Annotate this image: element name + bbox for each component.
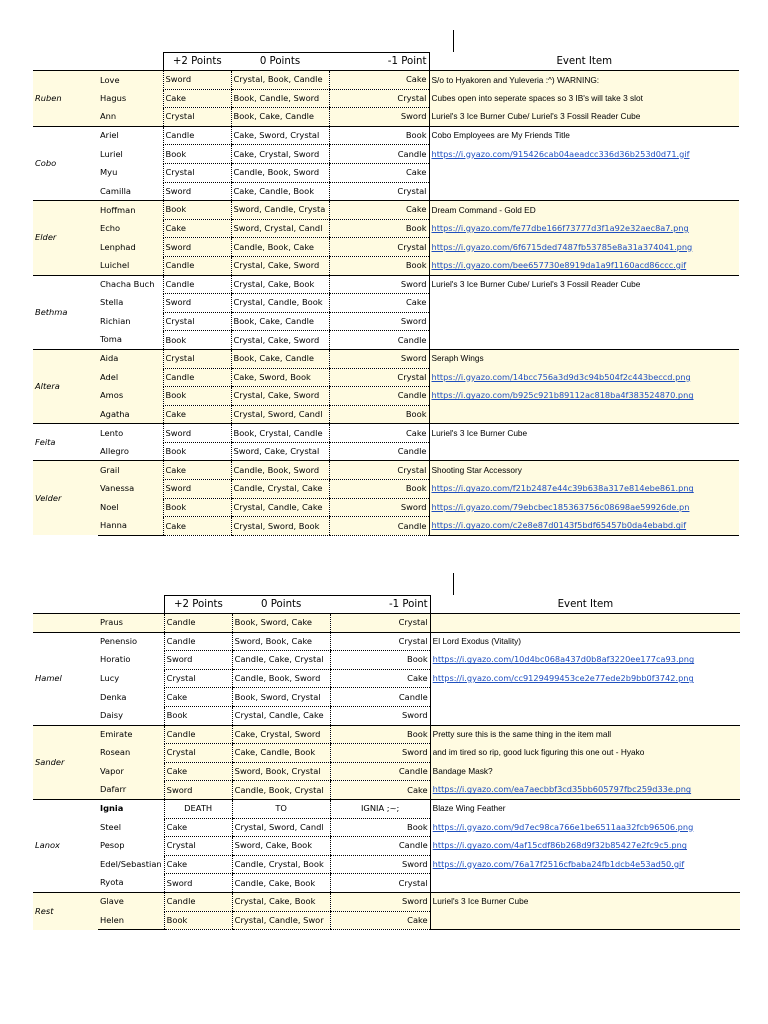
zero-cell: Book, Sword, Cake	[232, 614, 330, 633]
npc-name: Horatio	[100, 654, 131, 665]
table-row	[33, 818, 740, 837]
zero-cell: Crystal, Book, Candle	[231, 71, 329, 90]
zero-cell: Cake, Sword, Book	[231, 368, 329, 387]
npc-name: Praus	[98, 614, 164, 633]
minus-1-cell: Crystal	[330, 874, 430, 893]
npc-name: Luichel	[98, 256, 163, 275]
npc-name: Ann	[98, 108, 163, 127]
plus-2-cell: Cake	[164, 762, 232, 781]
npc-name: Grail	[98, 461, 163, 480]
table-row	[33, 614, 740, 633]
zero-cell: Sword, Book, Crystal	[232, 762, 330, 781]
table-row	[33, 855, 740, 874]
minus-1-cell: Sword	[330, 706, 430, 725]
plus-2-cell: Book	[163, 387, 231, 406]
region-name: Velder	[33, 461, 98, 535]
event-item-link[interactable]: https://i.gyazo.com/f21b2487e44c39b638a317e814ebe861.png	[429, 480, 739, 499]
event-item-link[interactable]: https://i.gyazo.com/c2e8e87d0143f5bdf65457b0da4ebabd.gif	[429, 517, 739, 536]
header-blank	[98, 53, 163, 71]
plus-2-cell: Crystal	[164, 837, 232, 856]
minus-1-cell: Crystal	[330, 614, 430, 633]
table-row	[33, 911, 740, 930]
minus-1-cell: Candle	[330, 762, 430, 781]
npc-name: Amos	[98, 387, 163, 406]
divider-line	[453, 573, 454, 595]
event-item-text: Shooting Star Accessory	[429, 461, 739, 480]
zero-cell: TO	[232, 799, 330, 818]
table-row	[33, 145, 739, 164]
table-row	[33, 669, 740, 688]
region-name: Cobo	[33, 126, 98, 200]
region-name	[33, 614, 98, 633]
event-item-link[interactable]: https://i.gyazo.com/10d4bc068a437d0b8af3220ee177ca93.png	[430, 651, 740, 670]
plus-2-cell: Sword	[163, 294, 231, 313]
plus-2-cell: Crystal	[164, 669, 232, 688]
npc-name: Hanna	[98, 517, 163, 536]
event-item-text	[430, 874, 740, 893]
minus-1-cell: Sword	[330, 855, 430, 874]
header-blank	[98, 596, 164, 614]
plus-2-cell: Sword	[163, 182, 231, 201]
event-item-text	[430, 614, 740, 633]
plus-2-cell: Cake	[163, 219, 231, 238]
plus-2-cell: Sword	[163, 71, 231, 90]
region-name: Hamel	[33, 632, 98, 725]
table-row	[33, 498, 739, 517]
plus-2-cell: Cake	[163, 517, 231, 536]
npc-name: Helen	[98, 911, 164, 930]
zero-cell: Crystal, Candle, Swor	[232, 911, 330, 930]
event-item-text	[430, 706, 740, 725]
plus-2-cell: Book	[164, 706, 232, 725]
zero-cell: Crystal, Cake, Book	[231, 275, 329, 294]
header-row	[33, 53, 739, 71]
event-item-text: and im tired so rip, good luck figuring this one out - Hyako	[430, 744, 740, 763]
table-row	[33, 126, 739, 145]
table-row	[33, 688, 740, 707]
table-row	[33, 874, 740, 893]
minus-1-cell: Crystal	[329, 238, 429, 257]
event-item-link[interactable]: https://i.gyazo.com/14bcc756a3d9d3c94b504f2c443beccd.png	[429, 368, 739, 387]
table-row	[33, 725, 740, 744]
plus-2-cell: Candle	[164, 892, 232, 911]
plus-2-cell: Crystal	[163, 349, 231, 368]
table-row	[33, 368, 739, 387]
minus-1-cell: Cake	[330, 669, 430, 688]
zero-cell: Book, Sword, Crystal	[232, 688, 330, 707]
npc-name: Pesop	[100, 840, 125, 851]
zero-cell: Crystal, Cake, Book	[232, 892, 330, 911]
table-row	[33, 256, 739, 275]
divider-line	[453, 30, 454, 52]
plus-2-cell: Cake	[164, 818, 232, 837]
npc-name: Agatha	[98, 405, 163, 424]
zero-cell: Crystal, Sword, Candl	[231, 405, 329, 424]
event-item-link[interactable]: https://i.gyazo.com/bee657730e8919da1a9f1160acd86ccc.gif	[429, 256, 739, 275]
event-item-text: Luriel's 3 Ice Burner Cube/ Luriel's 3 Fossil Reader Cube	[429, 108, 739, 127]
event-item-text: Blaze Wing Feather	[430, 799, 740, 818]
header-0-points: 0 Points	[231, 53, 329, 71]
header-0-points: 0 Points	[232, 596, 330, 614]
zero-cell: Cake, Candle, Book	[231, 182, 329, 201]
table-row	[33, 182, 739, 201]
minus-1-cell: Cake	[329, 71, 429, 90]
npc-name: Lento	[98, 424, 163, 443]
plus-2-cell: Candle	[163, 368, 231, 387]
minus-1-cell: Cake	[330, 911, 430, 930]
region-name: Rest	[33, 892, 98, 929]
zero-cell: Candle, Book, Sword	[232, 669, 330, 688]
plus-2-cell: Cake	[164, 688, 232, 707]
event-item-text: Cubes open into seperate spaces so 3 IB's will take 3 slot	[429, 89, 739, 108]
plus-2-cell: Candle	[163, 275, 231, 294]
table-row	[33, 424, 739, 443]
npc-name: Penensio	[98, 632, 164, 651]
npc-name: Toma	[98, 331, 163, 350]
npc-name: Ryota	[98, 874, 164, 893]
npc-name: Glave	[98, 892, 164, 911]
zero-cell: Book, Cake, Candle	[231, 349, 329, 368]
event-item-text: Dream Command - Gold ED	[429, 201, 739, 220]
zero-cell: Crystal, Sword, Candl	[232, 818, 330, 837]
minus-1-cell: Candle	[329, 517, 429, 536]
zero-cell: Candle, Book, Sword	[231, 461, 329, 480]
event-item-text	[430, 911, 740, 930]
npc-name: Dafarr	[98, 781, 164, 800]
npc-name: Myu	[100, 167, 118, 178]
minus-1-cell: Candle	[329, 387, 429, 406]
event-item-link[interactable]: https://i.gyazo.com/6f6715ded7487fb53785e8a31a374041.png	[429, 238, 739, 257]
minus-1-cell: Cake	[329, 163, 429, 182]
region-name: Feita	[33, 424, 98, 461]
event-item-text: El Lord Exodus (Vitality)	[430, 632, 740, 651]
plus-2-cell: Candle	[164, 614, 232, 633]
npc-name: Camilla	[98, 182, 163, 201]
region-name: Bethma	[33, 275, 98, 349]
minus-1-cell: Candle	[329, 145, 429, 164]
table-row	[33, 71, 739, 90]
region-name: Elder	[33, 201, 98, 275]
plus-2-cell: Crystal	[163, 163, 231, 182]
table-row	[33, 461, 739, 480]
minus-1-cell: Book	[330, 818, 430, 837]
zero-cell: Book, Crystal, Candle	[231, 424, 329, 443]
table-row	[33, 781, 740, 800]
zero-cell: Sword, Crystal, Candl	[231, 219, 329, 238]
zero-cell: Sword, Candle, Crysta	[231, 201, 329, 220]
minus-1-cell: Sword	[330, 744, 430, 763]
npc-name: Steel	[100, 821, 122, 832]
plus-2-cell: Sword	[164, 651, 232, 670]
table-row	[33, 405, 739, 424]
event-item-link[interactable]: https://i.gyazo.com/fe77dbe166f73777d3f1a92e32aec8a7.png	[429, 219, 739, 238]
table-row	[33, 651, 740, 670]
event-item-text	[429, 312, 739, 331]
table-row	[33, 312, 739, 331]
minus-1-cell: Crystal	[330, 632, 430, 651]
event-item-text	[429, 405, 739, 424]
npc-name: Hoffman	[98, 201, 163, 220]
zero-cell: Book, Candle, Sword	[231, 89, 329, 108]
plus-2-cell: Candle	[164, 632, 232, 651]
table-row	[33, 892, 740, 911]
plus-2-cell: Cake	[164, 855, 232, 874]
zero-cell: Crystal, Sword, Book	[231, 517, 329, 536]
npc-name: Richian	[100, 316, 131, 327]
table-row	[33, 706, 740, 725]
zero-cell: Crystal, Cake, Sword	[231, 387, 329, 406]
plus-2-cell: Crystal	[164, 744, 232, 763]
event-item-link[interactable]: https://i.gyazo.com/915426cab04aeadcc336d36b253d0d71.gif	[429, 145, 739, 164]
npc-name: Noel	[98, 498, 163, 517]
npc-name: Stella	[100, 297, 124, 308]
minus-1-cell: Book	[329, 405, 429, 424]
minus-1-cell: Book	[330, 725, 430, 744]
zero-cell: Book, Cake, Candle	[231, 108, 329, 127]
header-minus-1-point: -1 Point	[329, 53, 429, 71]
header-blank	[33, 596, 98, 614]
plus-2-cell: Crystal	[163, 108, 231, 127]
minus-1-cell: Sword	[330, 892, 430, 911]
event-item-text: Cobo Employees are My Friends Title	[429, 126, 739, 145]
plus-2-cell: Sword	[164, 874, 232, 893]
table-row	[33, 744, 740, 763]
header-plus-2-points: +2 Points	[164, 596, 232, 614]
zero-cell: Candle, Cake, Crystal	[232, 651, 330, 670]
minus-1-cell: Cake	[329, 294, 429, 313]
minus-1-cell: Crystal	[329, 461, 429, 480]
event-item-text: Luriel's 3 Ice Burner Cube	[429, 424, 739, 443]
event-item-link[interactable]: https://i.gyazo.com/79ebcbec185363756c08698ae59926de.pn	[429, 498, 739, 517]
table-row	[33, 837, 740, 856]
plus-2-cell: Book	[163, 145, 231, 164]
table-row	[33, 517, 739, 536]
region-name: Lanox	[33, 799, 98, 892]
plus-2-cell: Candle	[164, 725, 232, 744]
minus-1-cell: Book	[329, 480, 429, 499]
zero-cell: Crystal, Cake, Sword	[231, 331, 329, 350]
npc-name: Denka	[100, 691, 127, 702]
table-row	[33, 632, 740, 651]
plus-2-cell: Sword	[163, 480, 231, 499]
plus-2-cell: Sword	[164, 781, 232, 800]
zero-cell: Cake, Crystal, Sword	[231, 145, 329, 164]
zero-cell: Crystal, Candle, Book	[231, 294, 329, 313]
event-item-text: S/o to Hyakoren and Yuleveria :^) WARNING:	[429, 71, 739, 90]
plus-2-cell: Sword	[163, 238, 231, 257]
table-row	[33, 799, 740, 818]
region-name: Altera	[33, 349, 98, 423]
plus-2-cell: Cake	[163, 461, 231, 480]
minus-1-cell: Sword	[329, 108, 429, 127]
minus-1-cell: Sword	[329, 312, 429, 331]
npc-name: Chacha Buch	[98, 275, 163, 294]
zero-cell: Crystal, Candle, Cake	[231, 498, 329, 517]
table-row	[33, 275, 739, 294]
plus-2-cell: Candle	[163, 126, 231, 145]
npc-name: Emirate	[98, 725, 164, 744]
npc-name: Vapor	[98, 762, 164, 781]
npc-name: Adel	[98, 368, 163, 387]
zero-cell: Sword, Cake, Book	[232, 837, 330, 856]
table-row	[33, 219, 739, 238]
event-item-text	[429, 182, 739, 201]
header-event-item: Event Item	[430, 596, 740, 614]
npc-name: Ignia	[98, 799, 164, 818]
event-item-text	[429, 163, 739, 182]
header-row	[33, 596, 740, 614]
zero-cell: Cake, Crystal, Sword	[232, 725, 330, 744]
zero-cell: Candle, Book, Crystal	[232, 781, 330, 800]
zero-cell: Cake, Candle, Book	[232, 744, 330, 763]
event-item-link[interactable]: https://i.gyazo.com/9d7ec98ca766e1be6511aa32fcb96506.png	[430, 818, 740, 837]
zero-cell: Candle, Crystal, Book	[232, 855, 330, 874]
event-item-text	[430, 688, 740, 707]
npc-name: Love	[98, 71, 163, 90]
event-item-link[interactable]: https://i.gyazo.com/4af15cdf86b268d9f32b85427e2fc9c5.png	[430, 837, 740, 856]
minus-1-cell: IGNIA ;~;	[330, 799, 430, 818]
region-name: Sander	[33, 725, 98, 799]
zero-cell: Candle, Book, Sword	[231, 163, 329, 182]
header-event-item: Event Item	[429, 53, 739, 71]
table-row	[33, 762, 740, 781]
minus-1-cell: Sword	[329, 275, 429, 294]
header-plus-2-points: +2 Points	[163, 53, 231, 71]
npc-name: Allegro	[98, 442, 163, 461]
minus-1-cell: Crystal	[329, 368, 429, 387]
minus-1-cell: Candle	[330, 837, 430, 856]
npc-name: Ariel	[98, 126, 163, 145]
minus-1-cell: Book	[329, 256, 429, 275]
table-row	[33, 331, 739, 350]
region-table-2	[33, 595, 740, 930]
npc-name: Daisy	[98, 706, 164, 725]
table-row	[33, 108, 739, 127]
event-item-text	[429, 294, 739, 313]
zero-cell: Crystal, Cake, Sword	[231, 256, 329, 275]
event-item-text	[429, 442, 739, 461]
npc-name: Aida	[98, 349, 163, 368]
npc-name: Edel/Sebastian	[100, 859, 162, 870]
table-row	[33, 349, 739, 368]
minus-1-cell: Book	[330, 651, 430, 670]
table-row	[33, 442, 739, 461]
plus-2-cell: Book	[164, 911, 232, 930]
table-row	[33, 89, 739, 108]
plus-2-cell: Cake	[163, 405, 231, 424]
zero-cell: Book, Cake, Candle	[231, 312, 329, 331]
event-item-link[interactable]: https://i.gyazo.com/76a17f2516cfbaba24fb1dcb4e53ad50.gif	[430, 855, 740, 874]
plus-2-cell: Cake	[163, 89, 231, 108]
plus-2-cell: Book	[163, 498, 231, 517]
zero-cell: Sword, Book, Cake	[232, 632, 330, 651]
event-item-link[interactable]: https://i.gyazo.com/b925c921b89112ac818ba4f383524870.png	[429, 387, 739, 406]
event-item-text: Seraph Wings	[429, 349, 739, 368]
region-name: Ruben	[33, 71, 98, 127]
plus-2-cell: Book	[163, 331, 231, 350]
npc-name: Luriel	[100, 148, 123, 159]
minus-1-cell: Candle	[330, 688, 430, 707]
minus-1-cell: Cake	[329, 424, 429, 443]
region-table-1	[33, 52, 739, 536]
zero-cell: Sword, Cake, Crystal	[231, 442, 329, 461]
plus-2-cell: Candle	[163, 256, 231, 275]
header-blank	[33, 53, 98, 71]
minus-1-cell: Sword	[329, 498, 429, 517]
npc-name: Hagus	[98, 89, 163, 108]
event-item-text: Luriel's 3 Ice Burner Cube	[430, 892, 740, 911]
zero-cell: Candle, Cake, Book	[232, 874, 330, 893]
minus-1-cell: Candle	[329, 331, 429, 350]
event-item-text: Pretty sure this is the same thing in the item mall	[430, 725, 740, 744]
plus-2-cell: Crystal	[163, 312, 231, 331]
plus-2-cell: Book	[163, 201, 231, 220]
minus-1-cell: Crystal	[329, 89, 429, 108]
event-item-text: Bandage Mask?	[430, 762, 740, 781]
zero-cell: Candle, Crystal, Cake	[231, 480, 329, 499]
minus-1-cell: Sword	[329, 349, 429, 368]
npc-name: Vanessa	[98, 480, 163, 499]
npc-name: Lenphad	[98, 238, 163, 257]
table-row	[33, 201, 739, 220]
minus-1-cell: Candle	[329, 442, 429, 461]
table-row	[33, 163, 739, 182]
event-item-link[interactable]: https://i.gyazo.com/cc9129499453ce2e77ede2b9bb0f3742.png	[430, 669, 740, 688]
minus-1-cell: Cake	[329, 201, 429, 220]
zero-cell: Crystal, Candle, Cake	[232, 706, 330, 725]
table-row	[33, 480, 739, 499]
event-item-text	[429, 331, 739, 350]
table-row	[33, 294, 739, 313]
npc-name: Rosean	[98, 744, 164, 763]
plus-2-cell: DEATH	[164, 799, 232, 818]
plus-2-cell: Sword	[163, 424, 231, 443]
plus-2-cell: Book	[163, 442, 231, 461]
event-item-link[interactable]: https://i.gyazo.com/ea7aecbbf3cd35bb605797fbc259d33e.png	[430, 781, 740, 800]
header-minus-1-point: -1 Point	[330, 596, 430, 614]
table-row	[33, 238, 739, 257]
minus-1-cell: Cake	[330, 781, 430, 800]
minus-1-cell: Book	[329, 126, 429, 145]
event-item-text: Luriel's 3 Ice Burner Cube/ Luriel's 3 Fossil Reader Cube	[429, 275, 739, 294]
minus-1-cell: Book	[329, 219, 429, 238]
zero-cell: Cake, Sword, Crystal	[231, 126, 329, 145]
npc-name: Echo	[98, 219, 163, 238]
npc-name: Lucy	[100, 673, 120, 684]
minus-1-cell: Crystal	[329, 182, 429, 201]
zero-cell: Candle, Book, Cake	[231, 238, 329, 257]
table-row	[33, 387, 739, 406]
